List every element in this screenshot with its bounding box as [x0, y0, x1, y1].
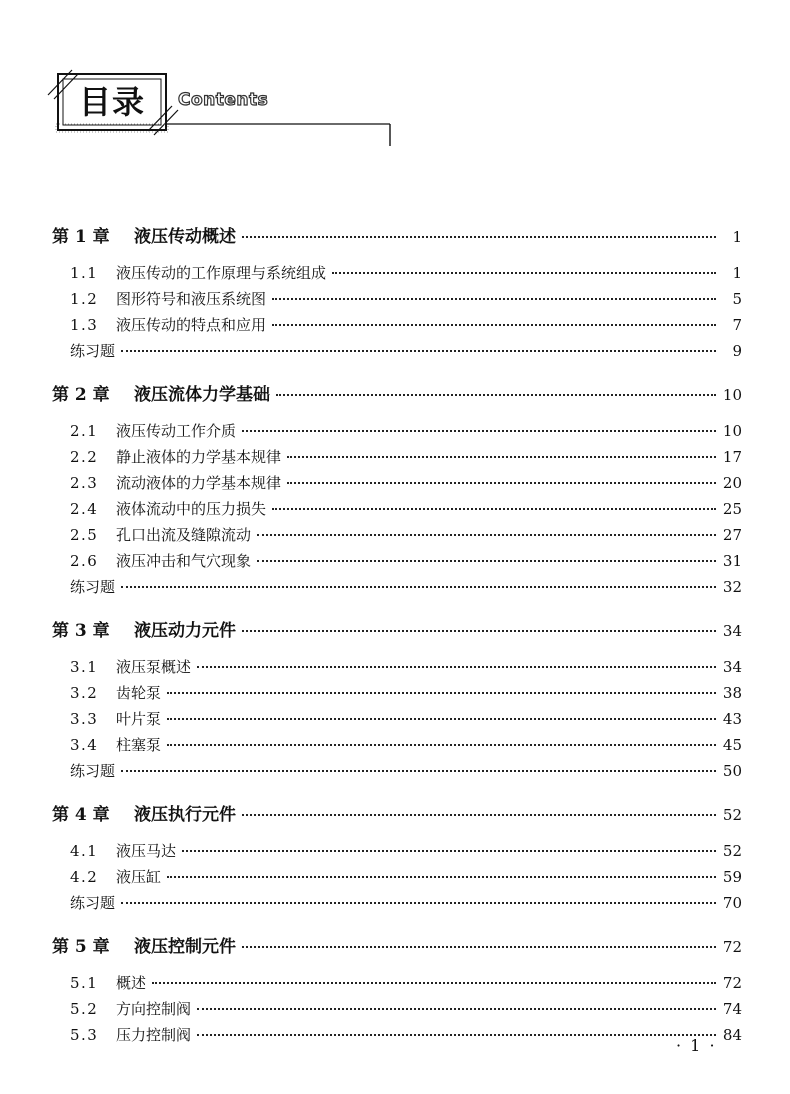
toc-entry-number: 2.5 — [70, 526, 99, 544]
toc-entry-page: 25 — [722, 500, 742, 518]
dot-leader — [197, 1008, 716, 1010]
toc-entry-title: 流动液体的力学基本规律 — [116, 474, 282, 492]
toc-entry-title: 概述 — [116, 974, 147, 992]
toc-entry-title: 叶片泵 — [116, 710, 162, 728]
toc-chapter-entry[interactable] — [52, 222, 742, 247]
toc-entry-page: 20 — [722, 474, 742, 492]
toc-entry-page: 1 — [732, 264, 742, 282]
toc-section-entry[interactable] — [70, 314, 742, 335]
dot-leader — [242, 630, 716, 632]
dot-leader — [272, 298, 716, 300]
toc-entry-title: 液压动力元件 — [134, 621, 236, 641]
dot-leader — [332, 272, 716, 274]
dot-leader — [242, 430, 716, 432]
page-title: 目录 — [78, 83, 145, 121]
toc-exercise-entry[interactable] — [70, 892, 742, 913]
toc-entry-title: 练习题 — [70, 762, 116, 780]
toc-entry-number: 5.1 — [70, 974, 99, 992]
page-subtitle: Contents — [178, 90, 269, 110]
toc-section-entry[interactable] — [70, 550, 742, 571]
page-number: · 1 · — [676, 1036, 717, 1055]
toc-section-entry[interactable] — [70, 446, 742, 467]
toc-entry-page: 38 — [722, 684, 742, 702]
toc-entry-page: 84 — [722, 1026, 742, 1044]
toc-entry-title: 液压传动的特点和应用 — [116, 316, 267, 334]
toc-section-entry[interactable] — [70, 420, 742, 441]
toc-section-entry[interactable] — [70, 734, 742, 755]
dot-leader — [121, 586, 716, 588]
toc-entry-page: 74 — [722, 1000, 742, 1018]
dot-leader — [197, 666, 716, 668]
toc-entry-page: 5 — [732, 290, 742, 308]
toc-entry-title: 液压控制元件 — [134, 937, 236, 957]
toc-entry-number: 4.2 — [70, 868, 99, 886]
toc-entry-title: 练习题 — [70, 578, 116, 596]
toc-entry-page: 70 — [722, 894, 742, 912]
toc-section-entry[interactable] — [70, 656, 742, 677]
toc-chapter-entry[interactable] — [52, 800, 742, 825]
toc-entry-page: 27 — [722, 526, 742, 544]
toc-entry-title: 练习题 — [70, 894, 116, 912]
dot-leader — [257, 560, 716, 562]
dot-leader — [121, 770, 716, 772]
toc-entry-number: 2.1 — [70, 422, 99, 440]
dot-leader — [287, 456, 716, 458]
toc-entry-title: 液压泵概述 — [116, 658, 192, 676]
toc-entry-title: 图形符号和液压系统图 — [116, 290, 267, 308]
toc-section-entry[interactable] — [70, 840, 742, 861]
toc-entry-number: 2.4 — [70, 500, 99, 518]
toc-entry-page: 52 — [722, 806, 742, 824]
page-header — [0, 0, 790, 160]
toc-entry-page: 34 — [722, 622, 742, 640]
toc-entry-page: 9 — [732, 342, 742, 360]
toc-entry-page: 59 — [722, 868, 742, 886]
toc-exercise-entry[interactable] — [70, 340, 742, 361]
toc-section-entry[interactable] — [70, 262, 742, 283]
toc-entry-page: 10 — [722, 386, 742, 404]
toc-entry-title: 液压传动的工作原理与系统组成 — [116, 264, 327, 282]
toc-entry-number: 3.4 — [70, 736, 99, 754]
dot-leader — [152, 982, 716, 984]
dot-leader — [242, 236, 716, 238]
toc-entry-title: 液压流体力学基础 — [134, 385, 270, 405]
toc-entry-title: 齿轮泵 — [116, 684, 162, 702]
toc-entry-page: 17 — [722, 448, 742, 466]
toc-entry-number: 1.1 — [70, 264, 99, 282]
toc-section-entry[interactable] — [70, 682, 742, 703]
toc-entry-title: 液压传动概述 — [134, 227, 236, 247]
toc-section-entry[interactable] — [70, 288, 742, 309]
dot-leader — [182, 850, 716, 852]
toc-entry-number: 第 4 章 — [52, 805, 110, 825]
toc-chapter-entry[interactable] — [52, 932, 742, 957]
dot-leader — [167, 718, 716, 720]
toc-entry-number: 第 5 章 — [52, 937, 110, 957]
toc-entry-title: 液压缸 — [116, 868, 162, 886]
toc-section-entry[interactable] — [70, 998, 742, 1019]
dot-leader — [167, 692, 716, 694]
toc-entry-page: 72 — [722, 974, 742, 992]
dot-leader — [197, 1034, 716, 1036]
toc-entry-page: 45 — [722, 736, 742, 754]
toc-section-entry[interactable] — [70, 498, 742, 519]
toc-entry-title: 液压冲击和气穴现象 — [116, 552, 252, 570]
toc-entry-number: 2.2 — [70, 448, 99, 466]
toc-section-entry[interactable] — [70, 472, 742, 493]
dot-leader — [272, 508, 716, 510]
toc-entry-page: 34 — [722, 658, 742, 676]
dot-leader — [276, 394, 716, 396]
toc-exercise-entry[interactable] — [70, 760, 742, 781]
toc-entry-number: 2.6 — [70, 552, 99, 570]
dot-leader — [121, 902, 716, 904]
toc-entry-title: 液体流动中的压力损失 — [116, 500, 267, 518]
toc-section-entry[interactable] — [70, 972, 742, 993]
toc-entry-page: 32 — [722, 578, 742, 596]
toc-section-entry[interactable] — [70, 1024, 742, 1045]
toc-entry-page: 52 — [722, 842, 742, 860]
toc-entry-page: 31 — [722, 552, 742, 570]
toc-entry-number: 3.3 — [70, 710, 99, 728]
toc-entry-number: 第 3 章 — [52, 621, 110, 641]
toc-entry-title: 液压马达 — [116, 842, 177, 860]
toc-section-entry[interactable] — [70, 524, 742, 545]
toc-chapter-entry[interactable] — [52, 616, 742, 641]
dot-leader — [242, 946, 716, 948]
toc-entry-title: 液压传动工作介质 — [116, 422, 237, 440]
toc-entry-title: 练习题 — [70, 342, 116, 360]
toc-entry-page: 50 — [722, 762, 742, 780]
toc-entry-number: 1.2 — [70, 290, 99, 308]
toc-entry-title: 静止液体的力学基本规律 — [116, 448, 282, 466]
toc-entry-number: 3.2 — [70, 684, 99, 702]
toc-entry-number: 5.3 — [70, 1026, 99, 1044]
toc-entry-number: 第 1 章 — [52, 227, 110, 247]
dot-leader — [242, 814, 716, 816]
toc-entry-title: 方向控制阀 — [116, 1000, 192, 1018]
toc-entry-page: 7 — [732, 316, 742, 334]
toc-entry-page: 72 — [722, 938, 742, 956]
toc-entry-page: 10 — [722, 422, 742, 440]
toc-entry-title: 柱塞泵 — [116, 736, 162, 754]
toc-entry-title: 压力控制阀 — [116, 1026, 192, 1044]
toc-entry-number: 5.2 — [70, 1000, 99, 1018]
toc-entry-page: 43 — [722, 710, 742, 728]
toc-entry-number: 第 2 章 — [52, 385, 110, 405]
toc-entry-number: 2.3 — [70, 474, 99, 492]
toc-entry-page: 1 — [732, 228, 742, 246]
toc-chapter-entry[interactable] — [52, 380, 742, 405]
toc-entry-number: 3.1 — [70, 658, 99, 676]
toc-exercise-entry[interactable] — [70, 576, 742, 597]
toc-section-entry[interactable] — [70, 708, 742, 729]
toc-section-entry[interactable] — [70, 866, 742, 887]
toc-entry-title: 液压执行元件 — [134, 805, 236, 825]
dot-leader — [257, 534, 716, 536]
dot-leader — [272, 324, 716, 326]
toc-entry-number: 1.3 — [70, 316, 99, 334]
dot-leader — [121, 350, 716, 352]
dot-leader — [167, 744, 716, 746]
toc-entry-title: 孔口出流及缝隙流动 — [116, 526, 252, 544]
dot-leader — [287, 482, 716, 484]
toc-entry-number: 4.1 — [70, 842, 99, 860]
dot-leader — [167, 876, 716, 878]
